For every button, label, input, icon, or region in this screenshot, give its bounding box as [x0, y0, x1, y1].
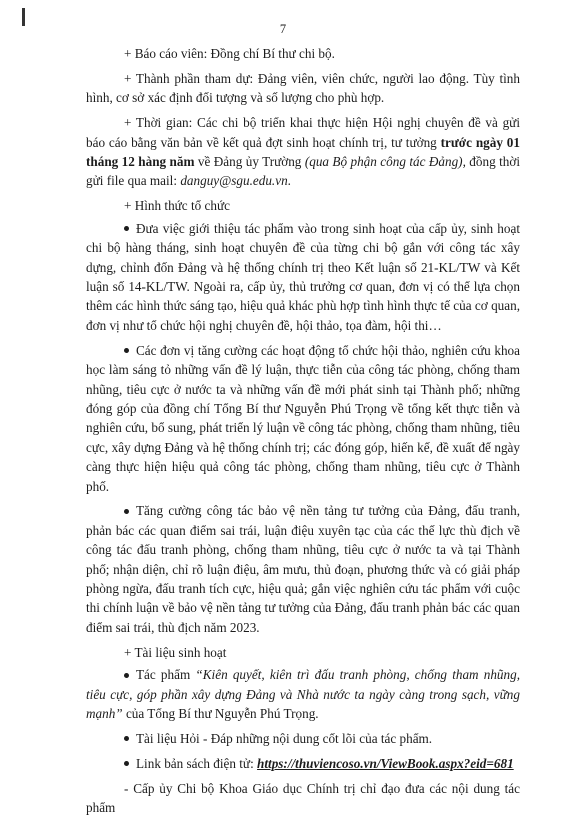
bullet-text-start: Tác phẩm — [136, 667, 196, 683]
time-text-mid: về Đảng ủy Trường — [194, 154, 305, 170]
paragraph-reporter: + Báo cáo viên: Đồng chí Bí thư chi bộ. — [124, 46, 335, 61]
page-number: 7 — [279, 22, 287, 36]
document-body — [86, 44, 520, 823]
bullet-icon — [124, 761, 129, 766]
bullet-item-2 — [86, 341, 520, 496]
bullet-item-1 — [86, 219, 520, 335]
bullet-text: Các đơn vị tăng cường các hoạt động tổ chức hội thảo, nghiên cứu khoa học làm sáng tỏ những vấn đề lý luận, thực tiễn của công tác phòng, chống tham nhũng, tiêu cực ở nước ta và những vấn đề mới phát sinh tại Thành phố; những đóng góp của đồng chí Tổng Bí thư Nguyễn Phú Trọng về tổng kết thực tiễn và nghiên cứu, bổ sung, phát triển lý luận về công tác phòng, chống tham nhũng, tiêu cực, xây dựng Đảng và hệ thống chính trị; các đóng góp, hiến kế, đề xuất để ngày càng thực hiện hiệu quả công tác phòng, chống tham nhũng, tiêu cực ở Thành phố. — [86, 342, 520, 494]
bullet-item-3 — [86, 501, 520, 637]
paragraph-participants: + Thành phần tham dự: Đảng viên, viên chức, người lao động. Tùy tình hình, cơ sở xác định đối tượng và số lượng cho phù hợp. — [86, 70, 520, 106]
bullet-icon — [124, 348, 129, 353]
book-title: “Kiên quyết, kiên trì đấu tranh phòng, chống tham nhũng, tiêu cực, góp phần xây dựng Đảng và Nhà nước ta ngày càng trong sạch, vững mạnh” — [86, 667, 521, 721]
bullet-item-4 — [86, 665, 520, 723]
paragraph-materials-heading — [86, 643, 520, 662]
link-label: Link bản sách điện tử: — [136, 755, 258, 771]
ebook-link[interactable]: https://thuviencoso.vn/ViewBook.aspx?eid=681 — [257, 755, 514, 771]
time-text-mid2: đồng thời gửi file qua mail: — [86, 154, 520, 189]
bullet-text: Tài liệu Hỏi - Đáp những nội dung cốt lõi của tác phẩm. — [136, 730, 433, 746]
bullet-item-6 — [86, 754, 520, 773]
bullet-item-5 — [86, 729, 520, 748]
paragraph-form-heading: + Hình thức tổ chức — [124, 198, 230, 214]
bullet-icon — [124, 673, 129, 678]
bullet-icon — [124, 736, 129, 741]
email-address[interactable]: danguy@sgu.edu.vn — [180, 173, 288, 189]
bullet-icon — [124, 509, 129, 514]
paragraph-time — [86, 113, 520, 191]
bullet-icon — [124, 226, 129, 231]
time-text-end: . — [287, 173, 291, 189]
bullet-text-end: của Tổng Bí thư Nguyễn Phú Trọng. — [122, 706, 319, 721]
time-text-start: + Thời gian: Các chi bộ triển khai thực hiện Hội nghị chuyên đề và gửi báo cáo bằng văn bản về kết quả đợt sinh hoạt chính trị, tư tưởng — [86, 115, 520, 150]
bullet-text: Tăng cường công tác bảo vệ nền tảng tư tưởng của Đảng, đấu tranh, phản bác các quan điểm sai trái, luận điệu xuyên tạc của các thế lực thù địch về công tác đấu tranh phòng, chống tham nhũng, tiêu cực ở nước ta và tại Thành phố; nhận diện, chỉ rõ luận điệu, âm mưu, thủ đoạn, phương thức và có giải pháp phòng ngừa, đấu tranh tích cực, hiệu quả; gắn việc nghiên cứu tác phẩm với cuộc thi chính luận về bảo vệ nền tảng tư tưởng của Đảng, đấu tranh phản bác các quan điểm sai trái, thù địch năm 2023. — [86, 503, 520, 635]
bullet-text: Đưa việc giới thiệu tác phẩm vào trong sinh hoạt của cấp ủy, sinh hoạt chi bộ hàng tháng, sinh hoạt chuyên đề của từng chi bộ gắn với công tác xây dựng, chỉnh đốn Đảng và hệ thống chính trị theo Kết luận số 21-KL/TW và Kết luận số 14-KL/TW. Ngoài ra, cấp ủy, thủ trưởng cơ quan, đơn vị có thể lựa chọn thêm các hình thức sáng tạo, hiệu quả khác phù hợp tình hình thực tế của cơ quan, đơn vị như tổ chức hội nghị chuyên đề, hội thảo, tọa đàm, hội thi… — [86, 220, 520, 333]
party-office-note: (qua Bộ phận công tác Đảng), — [304, 154, 466, 170]
paragraph-last: - Cấp ủy Chi bộ Khoa Giáo dục Chính trị chỉ đạo đưa các nội dung tác phẩm — [86, 780, 520, 816]
deadline-text: trước ngày 01 tháng 12 hàng năm — [86, 134, 520, 170]
materials-heading-text: + Tài liệu sinh hoạt — [124, 644, 227, 660]
